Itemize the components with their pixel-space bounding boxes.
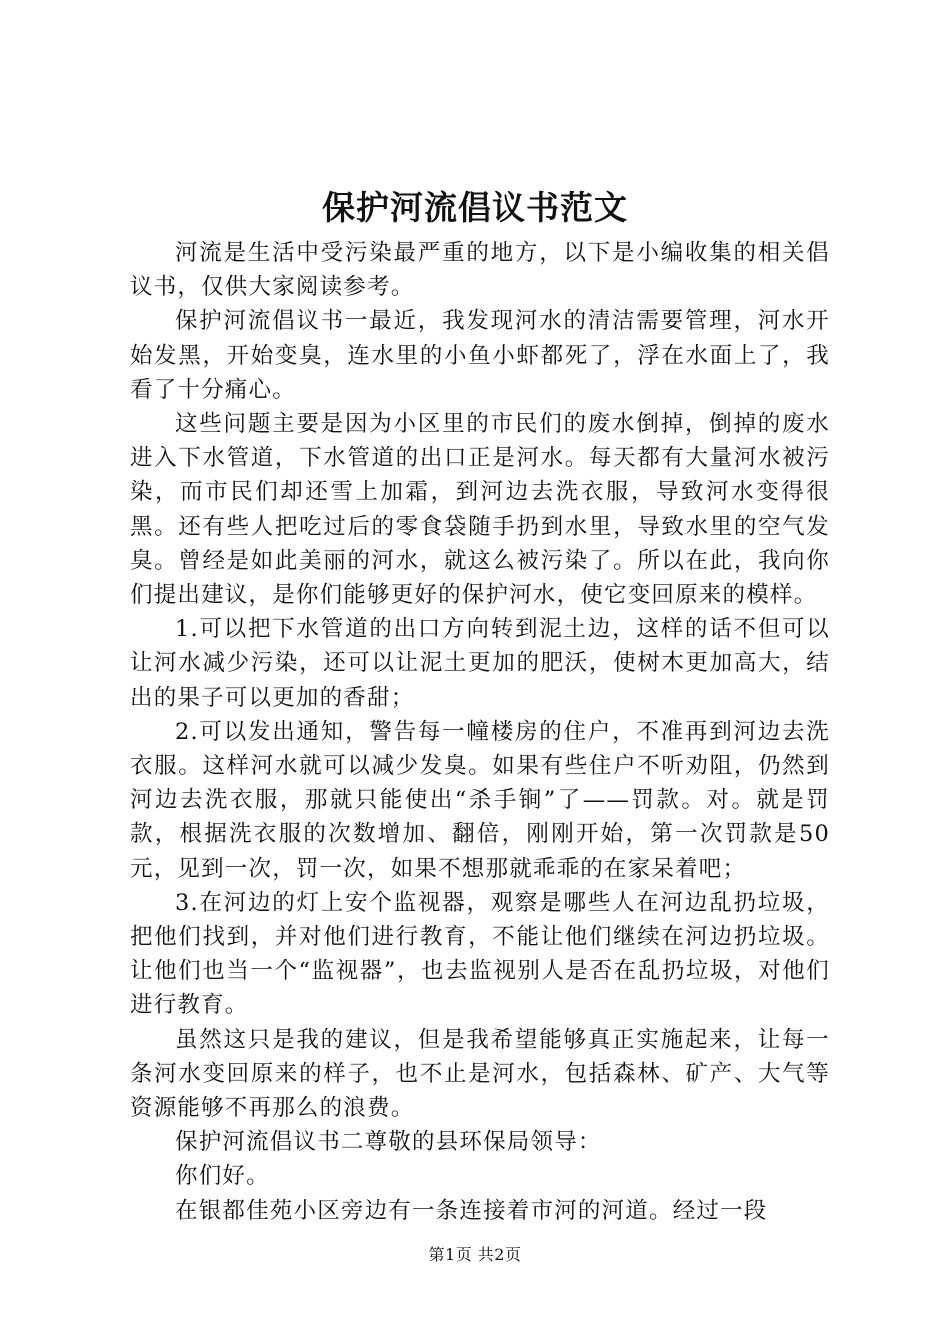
page-indicator: 第1页 共2页	[428, 1245, 522, 1264]
paragraph-suggestion-2: 2.可以发出通知，警告每一幢楼房的住户，不准再到河边去洗衣服。这样河水就可以减少发臭。如果有些住户不听劝阻，仍然到河边去洗衣服，那就只能使出“杀手锏”了——罚款。对。就是罚款，根据洗衣服的次数增加、翻倍，刚刚开始，第一次罚款是50元，见到一次，罚一次，如果不想那就乖乖的在家呆着吧；	[130, 718, 830, 882]
paragraph-proposal-two-start: 在银都佳苑小区旁边有一条连接着市河的河道。经过一段	[175, 1197, 768, 1224]
paragraph-intro: 河流是生活中受污染最严重的地方，以下是小编收集的相关倡议书，仅供大家阅读参考。	[130, 240, 830, 301]
paragraph-proposal-one-intro: 保护河流倡议书一最近，我发现河水的清洁需要管理，河水开始发黑，开始变臭，连水里的小鱼小虾都死了，浮在水面上了，我看了十分痛心。	[130, 308, 830, 403]
paragraph-problem-description: 这些问题主要是因为小区里的市民们的废水倒掉，倒掉的废水进入下水管道，下水管道的出口正是河水。每天都有大量河水被污染，而市民们却还雪上加霜，到河边去洗衣服，导致河水变得很黑。还有些人把吃过后的零食袋随手扔到水里，导致水里的空气发臭。曾经是如此美丽的河水，就这么被污染了。所以在此，我向你们提出建议，是你们能够更好的保护河水，使它变回原来的模样。	[130, 411, 830, 609]
paragraph-suggestion-3: 3.在河边的灯上安个监视器，观察是哪些人在河边乱扔垃圾，把他们找到，并对他们进行教育，不能让他们继续在河边扔垃圾。让他们也当一个“监视器”，也去监视别人是否在乱扔垃圾，对他们进行教育。	[130, 889, 830, 1019]
document-title: 保护河流倡议书范文	[322, 188, 628, 227]
paragraph-suggestion-1: 1.可以把下水管道的出口方向转到泥土边，这样的话不但可以让河水减少污染，还可以让泥土更加的肥沃，使树木更加高大，结出的果子可以更加的香甜；	[130, 616, 830, 711]
paragraph-proposal-two-heading: 保护河流倡议书二尊敬的县环保局领导：	[175, 1129, 602, 1156]
paragraph-conclusion: 虽然这只是我的建议，但是我希望能够真正实施起来，让每一条河水变回原来的样子，也不止是河水，包括森林、矿产、大气等资源能够不再那么的浪费。	[130, 1026, 830, 1122]
document-body	[130, 236, 830, 1228]
paragraph-greeting: 你们好。	[175, 1163, 270, 1190]
